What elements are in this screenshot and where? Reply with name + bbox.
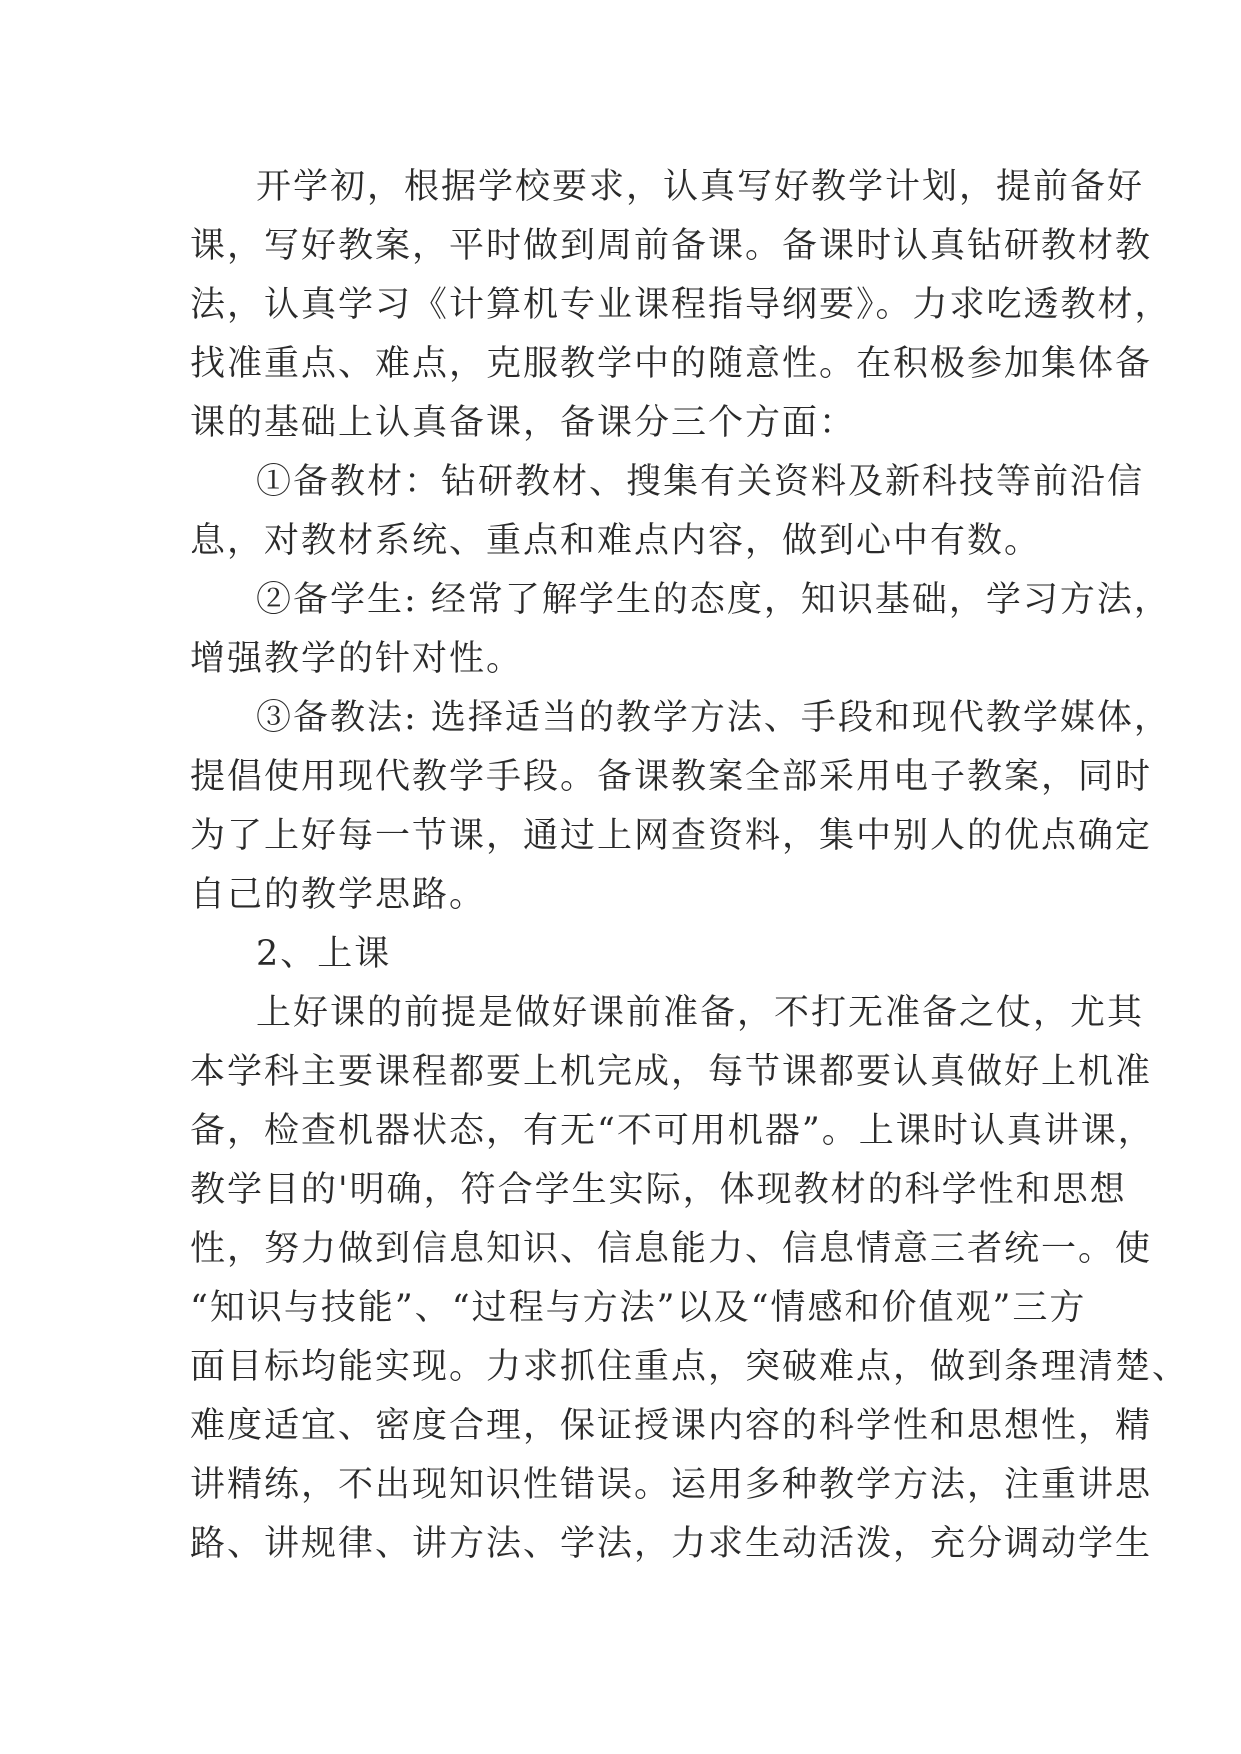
text-line: 课的基础上认真备课，备课分三个方面： <box>190 403 857 443</box>
text-line: 面目标均能实现。力求抓住重点，突破难点，做到条理清楚、 <box>190 1347 1190 1387</box>
text-line: 为了上好每一节课，通过上网查资料，集中别人的优点确定 <box>190 816 1153 856</box>
text-line: 法，认真学习《计算机专业课程指导纲要》。力求吃透教材， <box>190 285 1172 325</box>
text-line: 增强教学的针对性。 <box>190 639 524 679</box>
text-line: 找准重点、难点，克服教学中的随意性。在积极参加集体备 <box>190 344 1153 384</box>
text-line: 开学初，根据学校要求，认真写好教学计划，提前备好 <box>256 167 1145 207</box>
text-line: ③备教法: 选择适当的教学方法、手段和现代教学媒体， <box>256 698 1171 738</box>
text-line: 路、讲规律、讲方法、学法，力求生动活泼，充分调动学生 <box>190 1524 1153 1564</box>
text-line: 自己的教学思路。 <box>190 875 487 915</box>
body-text <box>190 158 1190 1574</box>
text-line: 本学科主要课程都要上机完成，每节课都要认真做好上机准 <box>190 1052 1153 1092</box>
text-line: ①备教材：钻研教材、搜集有关资料及新科技等前沿信 <box>256 462 1145 502</box>
text-line: ②备学生: 经常了解学生的态度，知识基础，学习方法， <box>256 580 1171 620</box>
text-line: “知识与技能”、“过程与方法”以及“情感和价值观”三方 <box>190 1288 1087 1328</box>
text-line: 备，检查机器状态，有无“不可用机器”。上课时认真讲课， <box>190 1111 1155 1151</box>
text-line: 课，写好教案，平时做到周前备课。备课时认真钻研教材教 <box>190 226 1153 266</box>
text-line: 提倡使用现代教学手段。备课教案全部采用电子教案，同时 <box>190 757 1153 797</box>
text-line: 性，努力做到信息知识、信息能力、信息情意三者统一。使 <box>190 1229 1153 1269</box>
text-line: 息，对教材系统、重点和难点内容，做到心中有数。 <box>190 521 1042 561</box>
section-heading: 2、上课 <box>256 934 392 974</box>
text-line: 教学目的'明确，符合学生实际，体现教材的科学性和思想 <box>190 1170 1127 1210</box>
text-line: 上好课的前提是做好课前准备，不打无准备之仗，尤其 <box>256 993 1145 1033</box>
text-line: 讲精练，不出现知识性错误。运用多种教学方法，注重讲思 <box>190 1465 1153 1505</box>
text-line: 难度适宜、密度合理，保证授课内容的科学性和思想性，精 <box>190 1406 1153 1446</box>
